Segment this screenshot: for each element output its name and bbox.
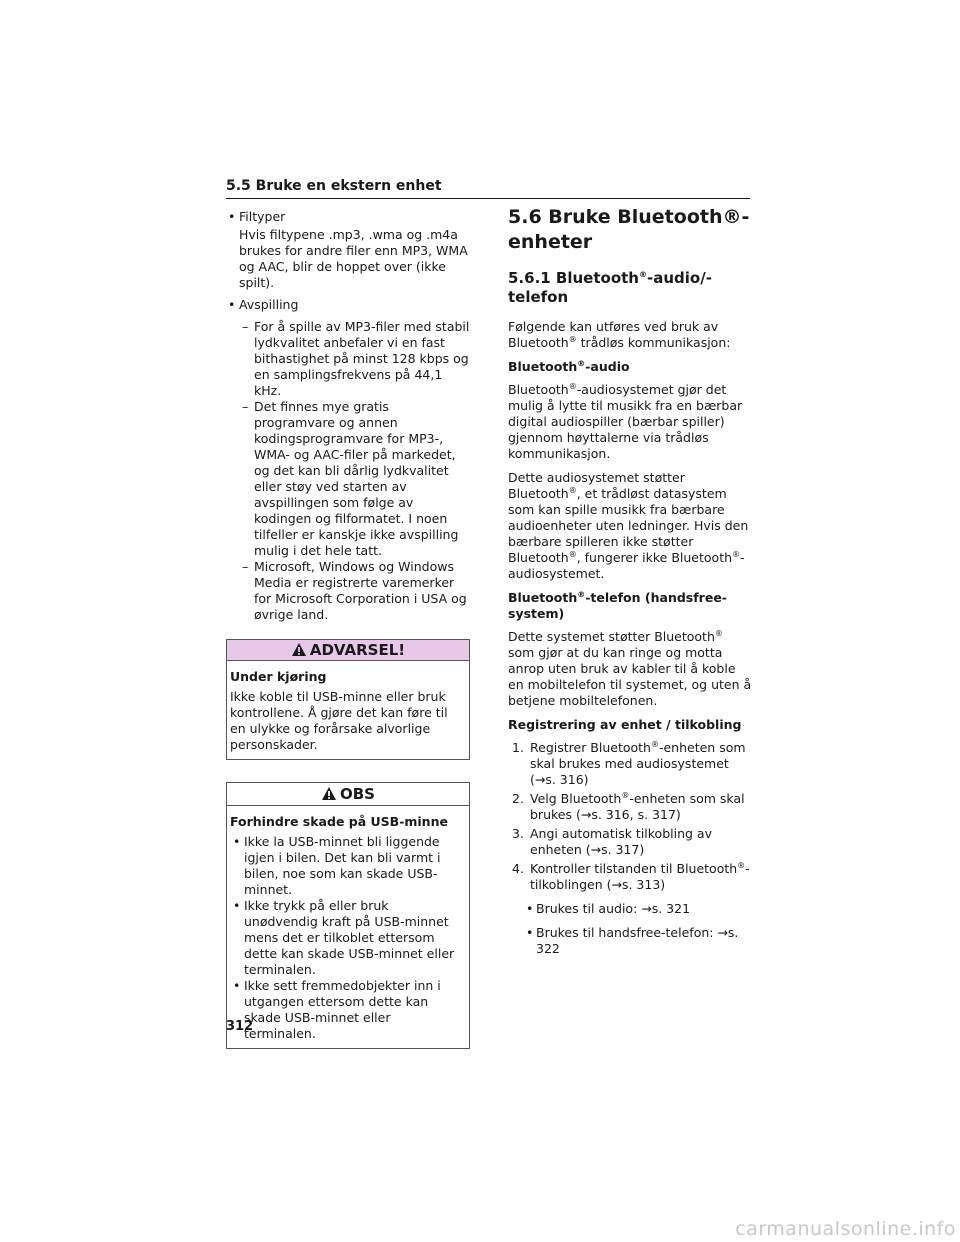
filtyper-text: Hvis filtypene .mp3, .wma og .m4a brukes for andre filer enn MP3, WMA og AAC, blir de hoppet over (ikke spilt).: [239, 227, 468, 290]
phone-heading: Bluetooth®-telefon (handsfree-system): [508, 589, 727, 621]
obs-box: [226, 782, 470, 1049]
audio-heading: Bluetooth®-audio: [508, 358, 630, 374]
left-column: [226, 209, 470, 1049]
usage-item: • Brukes til handsfree-telefon: →s. 322: [508, 925, 752, 957]
caution-triangle-icon: [321, 786, 337, 801]
obs-label: OBS: [340, 785, 375, 803]
warning-text: Ikke koble til USB-minne eller bruk kontrollene. Å gjøre det kan føre til en ulykke og forårsake alvorlige personskader.: [230, 689, 448, 752]
obs-item: • Ikke sett fremmedobjekter inn i utgangen ettersom dette kan skade USB-minnet eller terminalen.: [230, 978, 465, 1042]
warning-box: [226, 639, 470, 760]
obs-item: • Ikke la USB-minnet bli liggende igjen i bilen. Det kan bli varmt i bilen, noe som kan skade USB-minnet.: [230, 834, 465, 898]
avspilling-label: • Avspilling: [239, 297, 299, 312]
audio-paragraph-2: Dette audiosystemet støtter Bluetooth®, et trådløst datasystem som kan spille musikk fra bærbare audioenheter uten ledninger. Hvis den bærbare spilleren ikke støtter Bluetooth®, fungerer ikke Bluetooth®-audiosystemet.: [508, 470, 749, 581]
usage-item: • Brukes til audio: →s. 321: [508, 901, 752, 917]
obs-title: Forhindre skade på USB-minne: [230, 814, 448, 829]
obs-header: [227, 783, 469, 806]
avspilling-item: [226, 297, 470, 313]
filtyper-item: [226, 209, 470, 291]
registration-step: 3. Angi automatisk tilkobling av enheten (→s. 317): [512, 826, 712, 857]
intro-paragraph: Følgende kan utføres ved bruk av Bluetooth® trådløs kommunikasjon:: [508, 319, 731, 350]
registration-heading: Registrering av enhet / tilkobling: [508, 717, 742, 732]
page-number: 312: [226, 1019, 254, 1034]
right-column: [508, 205, 752, 957]
watermark: carmanualsonline.info: [735, 1218, 956, 1240]
audio-paragraph-1: Bluetooth®-audiosystemet gjør det mulig å lytte til musikk fra en bærbar digital audiospiller (bærbar spiller) gjennom høyttalerne via trådløs kommunikasjon.: [508, 381, 743, 461]
registration-step: 4. Kontroller tilstanden til Bluetooth®-tilkoblingen (→s. 313): [512, 860, 750, 892]
obs-item: • Ikke trykk på eller bruk unødvendig kraft på USB-minnet mens det er tilkoblet ettersom dette kan skade USB-minnet eller terminalen.: [230, 898, 465, 978]
warning-triangle-icon: [291, 642, 307, 657]
filtyper-label: • Filtyper: [239, 209, 286, 224]
warning-label: ADVARSEL!: [309, 641, 406, 659]
section-heading: 5.6 Bruke Bluetooth®-enheter: [508, 206, 750, 253]
phone-paragraph: Dette systemet støtter Bluetooth® som gjør at du kan ringe og motta anrop uten bruk av kabler til å koble en mobiltelefon til systemet, og uten å betjene mobiltelefonen.: [508, 628, 752, 708]
registration-step: 2. Velg Bluetooth®-enheten som skal brukes (→s. 316, s. 317): [512, 790, 745, 822]
registration-step: 1. Registrer Bluetooth®-enheten som skal brukes med audiosystemet (→s. 316): [512, 739, 746, 787]
avspilling-subitem: – For å spille av MP3-filer med stabil lydkvalitet anbefaler vi en fast bithastighet på minst 128 kbps og en samplingsfrekvens på 44,1 kHz.: [226, 319, 470, 399]
avspilling-subitem: – Det finnes mye gratis programvare og annen kodingsprogramvare for MP3-, WMA- og AAC-filer på markedet, og det kan bli dårlig lydkvalitet eller støy ved starten av avspillingen som følge av kodingen og filformatet. I noen tilfeller er kanskje ikke avspilling mulig i det hele tatt.: [226, 399, 470, 559]
subsection-heading: 5.6.1 Bluetooth®-audio/-telefon: [508, 269, 712, 306]
warning-header: [227, 640, 469, 661]
warning-title: Under kjøring: [230, 669, 327, 684]
avspilling-subitem: – Microsoft, Windows og Windows Media er registrerte varemerker for Microsoft Corporation i USA og øvrige land.: [226, 559, 470, 623]
section-header: 5.5 Bruke en ekstern enhet: [226, 178, 750, 199]
